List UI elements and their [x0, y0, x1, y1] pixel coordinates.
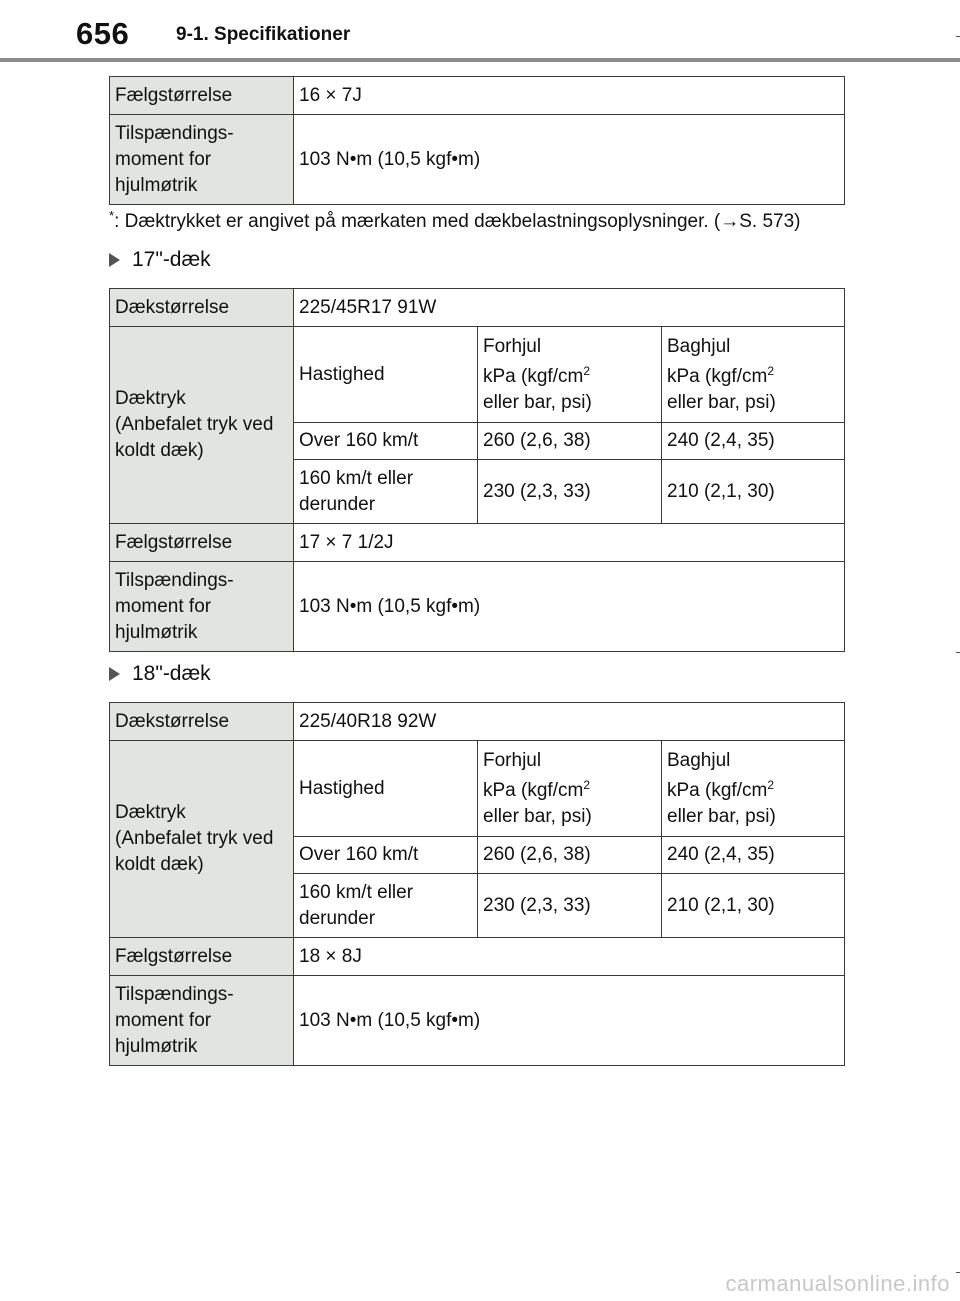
- speed-value: [294, 874, 478, 938]
- torque-label: [110, 115, 294, 205]
- crop-mark: [956, 1272, 960, 1273]
- rim-size-value: 18 × 8J: [294, 938, 845, 976]
- unit-line: [667, 778, 839, 804]
- footnote-ref: S. 573): [739, 211, 801, 232]
- footnote: [109, 208, 801, 233]
- rear-pressure-value: 210 (2,1, 30): [662, 460, 845, 524]
- table-row: [110, 289, 845, 327]
- speed-header: Hastighed: [294, 741, 478, 837]
- pressure-label-line: (Anbefalet tryk ved: [115, 828, 274, 849]
- section-heading-text: 17"-dæk: [132, 248, 211, 271]
- unit-superscript: 2: [583, 777, 590, 792]
- table-row: [110, 524, 845, 562]
- speed-value: Over 160 km/t: [294, 423, 478, 460]
- rim-size-label: Fælgstørrelse: [110, 524, 294, 562]
- front-wheel-header: [478, 741, 662, 837]
- pressure-label-line: Dæktryk: [115, 388, 186, 409]
- triangle-bullet-icon: [109, 253, 120, 267]
- crop-mark: [956, 652, 960, 653]
- table-row: [110, 741, 845, 837]
- front-pressure-value: 230 (2,3, 33): [478, 460, 662, 524]
- speed-value-line: 160 km/t eller: [299, 881, 414, 903]
- rim-size-label: Fælgstørrelse: [110, 77, 294, 115]
- triangle-bullet-icon: [109, 667, 120, 681]
- crop-mark: [956, 36, 960, 37]
- unit-line-2: eller bar, psi): [667, 391, 776, 413]
- speed-value: Over 160 km/t: [294, 837, 478, 874]
- unit-line: [483, 778, 656, 804]
- spec-table-16: [109, 76, 845, 205]
- table-row: [110, 703, 845, 741]
- unit-text: kPa (kgf/cm: [483, 365, 584, 387]
- section-heading-17: [109, 248, 211, 272]
- rear-wheel-label: Baghjul: [667, 335, 731, 357]
- page-number: 656: [76, 16, 130, 51]
- pressure-label-line: koldt dæk): [115, 440, 204, 461]
- arrow-icon: →: [720, 211, 740, 232]
- rear-wheel-header: [662, 741, 845, 837]
- header-rule: [0, 58, 960, 62]
- spec-table-17: [109, 288, 845, 652]
- rear-wheel-label: Baghjul: [667, 749, 731, 771]
- rear-pressure-value: 210 (2,1, 30): [662, 874, 845, 938]
- torque-label-line: moment for: [115, 1009, 212, 1031]
- unit-text: kPa (kgf/cm: [483, 779, 584, 801]
- tire-size-value: 225/40R18 92W: [294, 703, 845, 741]
- speed-value-line: 160 km/t eller: [299, 467, 414, 489]
- torque-label: [110, 562, 294, 652]
- tire-size-label: Dækstørrelse: [110, 703, 294, 741]
- watermark[interactable]: carmanualsonline.info: [725, 1271, 950, 1296]
- unit-line-2: eller bar, psi): [483, 391, 592, 413]
- rear-pressure-value: 240 (2,4, 35): [662, 837, 845, 874]
- pressure-label: [110, 741, 294, 938]
- unit-line-2: eller bar, psi): [483, 805, 592, 827]
- torque-label-line: Tilspændings-: [115, 122, 234, 144]
- rim-size-label: Fælgstørrelse: [110, 938, 294, 976]
- pressure-label: [110, 327, 294, 524]
- torque-label: [110, 976, 294, 1066]
- torque-label-line: Tilspændings-: [115, 983, 234, 1005]
- tire-size-label: Dækstørrelse: [110, 289, 294, 327]
- speed-value-line: derunder: [299, 493, 376, 515]
- tire-size-value: 225/45R17 91W: [294, 289, 845, 327]
- unit-text: kPa (kgf/cm: [667, 779, 768, 801]
- torque-label-line: hjulmøtrik: [115, 174, 198, 196]
- unit-line: [483, 364, 656, 390]
- table-row: [110, 562, 845, 652]
- rim-size-value: 16 × 7J: [294, 77, 845, 115]
- front-wheel-label: Forhjul: [483, 749, 542, 771]
- unit-superscript: 2: [583, 363, 590, 378]
- torque-value: 103 N•m (10,5 kgf•m): [294, 115, 845, 205]
- speed-header: Hastighed: [294, 327, 478, 423]
- table-row: [110, 976, 845, 1066]
- unit-superscript: 2: [767, 363, 774, 378]
- pressure-label-line: Dæktryk: [115, 802, 186, 823]
- unit-superscript: 2: [767, 777, 774, 792]
- section-title: 9-1. Specifikationer: [176, 24, 351, 45]
- speed-value: [294, 460, 478, 524]
- table-row: [110, 327, 845, 423]
- footnote-marker: *: [109, 208, 115, 223]
- torque-value: 103 N•m (10,5 kgf•m): [294, 976, 845, 1066]
- front-pressure-value: 260 (2,6, 38): [478, 837, 662, 874]
- page-header: [0, 0, 960, 62]
- rear-pressure-value: 240 (2,4, 35): [662, 423, 845, 460]
- unit-text: kPa (kgf/cm: [667, 365, 768, 387]
- torque-label-line: moment for: [115, 148, 212, 170]
- torque-label-line: hjulmøtrik: [115, 621, 198, 643]
- pressure-label-line: (Anbefalet tryk ved: [115, 414, 274, 435]
- torque-label-line: Tilspændings-: [115, 569, 234, 591]
- unit-line-2: eller bar, psi): [667, 805, 776, 827]
- torque-value: 103 N•m (10,5 kgf•m): [294, 562, 845, 652]
- pressure-label-line: koldt dæk): [115, 854, 204, 875]
- front-pressure-value: 260 (2,6, 38): [478, 423, 662, 460]
- front-pressure-value: 230 (2,3, 33): [478, 874, 662, 938]
- rim-size-value: 17 × 7 1/2J: [294, 524, 845, 562]
- speed-value-line: derunder: [299, 907, 376, 929]
- spec-table-18: [109, 702, 845, 1066]
- front-wheel-label: Forhjul: [483, 335, 542, 357]
- section-heading-18: [109, 662, 211, 686]
- table-row: [110, 938, 845, 976]
- unit-line: [667, 364, 839, 390]
- torque-label-line: moment for: [115, 595, 212, 617]
- table-row: [110, 77, 845, 115]
- footnote-text: : Dæktrykket er angivet på mærkaten med dækbelastningsoplysninger. (: [114, 211, 721, 232]
- table-row: [110, 115, 845, 205]
- section-heading-text: 18"-dæk: [132, 662, 211, 685]
- front-wheel-header: [478, 327, 662, 423]
- torque-label-line: hjulmøtrik: [115, 1035, 198, 1057]
- rear-wheel-header: [662, 327, 845, 423]
